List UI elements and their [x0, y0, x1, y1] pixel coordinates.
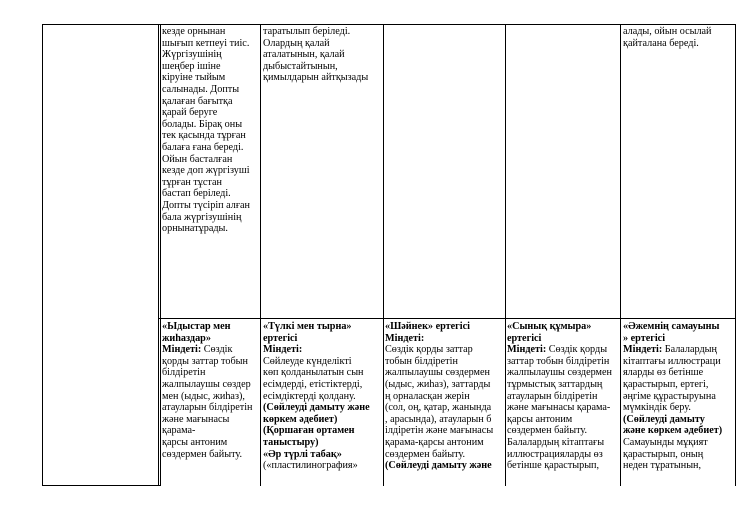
activity-title: «Ыдыстар мен жиһаздар»	[162, 321, 231, 344]
education-area-1: (Сөйлеуді дамыту және көркем әдебиет)	[263, 402, 370, 425]
task-text: Сөздік қорды заттар тобын білдіретін жалпылаушы сөздер мен (ыдыс, жиһаз), атауларын білдіретін және мағынасы қарама- қарсы антоним сөздермен байыту.	[162, 344, 253, 460]
row-divider	[158, 318, 736, 319]
task-text: Сөздік қорды заттар тобын білдіретін жалпылаушы сөздермен (ыдыс, жиһаз), заттарды ң орналасқан жерін (сол, оң, қатар, жанында , арасында), атауларын б ілдіретін және мағынасы қарама-қарсы антоним сөздермен байыту.	[385, 344, 494, 460]
upper-cell-col1: кезде орнынан шығып кетпеуі тиіс. Жүргізушінің шеңбер ішіне кіруіне тыйым салынады. Допты қалаған бағытқа қарай беруге болады. Бірақ оны тек қасында тұрған балаға ғана береді. Ойын басталған кезде доп жүргізуші тұрған тұстан бастап беріледі. Допты түсіріп алған бала жүргізушінің орнынатұрады.	[162, 26, 251, 235]
education-area-2: (Қоршаған ортамен таныстыру)	[263, 425, 355, 448]
column-divider-2	[260, 24, 261, 486]
activity-title: «Түлкі мен тырна» ертегісі	[263, 321, 352, 344]
task-text: Балалардың кітаптағы иллюстраци яларды өз бетінше қарастырып, ертегі, әңгіме құрастыруына мүмкіндік беру.	[623, 344, 721, 414]
activity-title-2: «Әр түрлі табақ»	[263, 448, 342, 460]
activity-title: «Әжемнің самауыны » ертегісі	[623, 321, 720, 344]
table-left-border	[42, 24, 43, 486]
task-text: Сөйлеуде күнделікті көп қолданылатын сын есімдерді, етістіктерді, есімдіктерді қолдану.	[263, 355, 364, 402]
column-divider-3	[383, 24, 384, 486]
upper-cell-col5: алады, ойын осылай қайталана береді.	[623, 26, 712, 49]
lower-cell-col3	[385, 321, 504, 481]
lower-cell-col4	[507, 321, 619, 481]
lower-cell-col5	[623, 321, 735, 481]
activity-title: «Сынық құмыра» ертегісі	[507, 321, 592, 344]
lower-cell-col2	[263, 321, 381, 481]
task-label: Міндеті:	[507, 344, 547, 356]
table-top-border	[42, 24, 736, 25]
first-column-bottom	[42, 485, 160, 486]
column-divider-4	[505, 24, 506, 486]
upper-cell-col2: таратылып беріледі. Олардың қалай аталатынын, қалай дыбыстайтынын, қимылдарын айтқызады	[263, 26, 369, 84]
table-right-border	[735, 24, 736, 486]
education-area: (Сөйлеуді дамыту және көркем әдебиет)	[623, 413, 723, 437]
task-text: Сөздік қорды заттар тобын білдіретін жалпылаушы сөздермен тұрмыстық заттардың атауларын білдіретін және мағынасы қарама- қарсы антоним сөздермен байыту. Балалардың кітаптағы иллюстрацияларды өз бетінше қарастырып,	[507, 344, 612, 472]
task-label: Міндеті:	[623, 344, 663, 356]
column-divider-1	[158, 24, 159, 486]
tail-text: («пластилинография»	[263, 460, 358, 472]
task-label: Міндеті:	[385, 332, 425, 344]
column-divider-1b	[160, 24, 161, 486]
activity-title: «Шәйнек» ертегісі	[385, 321, 470, 332]
education-area: (Сөйлеуді дамыту және	[385, 460, 492, 472]
lower-cell-col1	[162, 321, 258, 481]
task-label: Міндеті:	[263, 344, 303, 356]
tail-text: Самауынды мұқият қарастырып, оның неден тұратынын,	[623, 436, 708, 472]
column-divider-5	[620, 24, 621, 486]
task-label: Міндеті:	[162, 344, 202, 356]
